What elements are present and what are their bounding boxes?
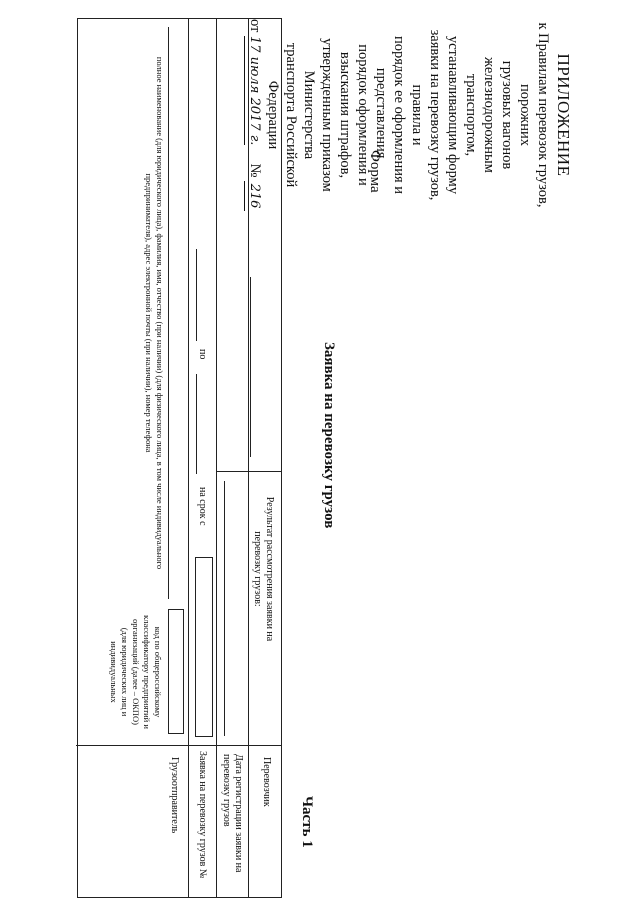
result-blank[interactable] <box>250 277 251 457</box>
number-value: 216 <box>244 181 263 211</box>
registration-date-label: Дата регистрации заявки на перевозку грузов <box>221 754 244 873</box>
request-number-box[interactable] <box>195 557 213 737</box>
row-divider <box>248 19 249 897</box>
form-label: Форма <box>367 150 383 193</box>
request-table <box>77 18 282 898</box>
column-divider <box>217 471 281 472</box>
period-to-blank[interactable] <box>196 249 197 341</box>
date-value: 17 июля 2017 г. <box>244 36 263 145</box>
appendix-line: к Правилам перевозок грузов, порожних <box>517 22 551 208</box>
appendix-line: заявки на перевозку грузов, правила и <box>409 29 443 201</box>
appendix-line: транспорта Российской Федерации <box>265 42 299 188</box>
appendix-title: ПРИЛОЖЕНИЕ <box>554 53 573 177</box>
request-number-label: Заявка на перевозку грузов № <box>197 751 208 879</box>
result-label: Результат рассмотрения заявки на перевозку грузов: <box>252 496 275 642</box>
row-divider <box>216 19 217 897</box>
part-label: Часть 1 <box>299 796 315 848</box>
shipper-name-blank[interactable] <box>168 27 169 599</box>
number-prefix: № <box>247 163 263 178</box>
period-from-blank[interactable] <box>196 374 197 474</box>
appendix-line: транспортом, устанавливающим форму <box>445 35 479 195</box>
carrier-label: Перевозчик <box>261 757 272 807</box>
row-divider <box>188 19 189 897</box>
appendix-line: грузовых вагонов железнодорожным <box>481 57 515 173</box>
period-to-label: по <box>197 349 208 360</box>
appendix-line: порядок ее оформления и представления, <box>373 35 407 195</box>
registration-date-blank[interactable] <box>224 481 225 736</box>
okpo-label: код по общероссийскому классификатору предприятий и организаций (далее – ОКПО) (для юридических лиц и индивидуальных <box>109 615 163 729</box>
appendix-block <box>244 15 572 215</box>
date-prefix: от <box>247 18 263 33</box>
okpo-box[interactable] <box>168 609 184 734</box>
shipper-label: Грузоотправитель <box>169 757 180 834</box>
shipper-caption: полное наименование (для юридического лица), фамилия, имя, отчество (при наличии) (для физического лица, в том числе индивидуального предпринимателя), адрес электронной почты (при наличии), номер телефона <box>144 56 165 570</box>
document-title: Заявка на перевозку грузов <box>321 342 337 529</box>
period-from-label: на срок с <box>197 487 208 526</box>
column-divider <box>76 745 281 746</box>
appendix-line: порядок оформления и взыскания штрафов, <box>337 44 371 186</box>
appendix-line: утвержденным приказом Министерства <box>301 38 335 192</box>
